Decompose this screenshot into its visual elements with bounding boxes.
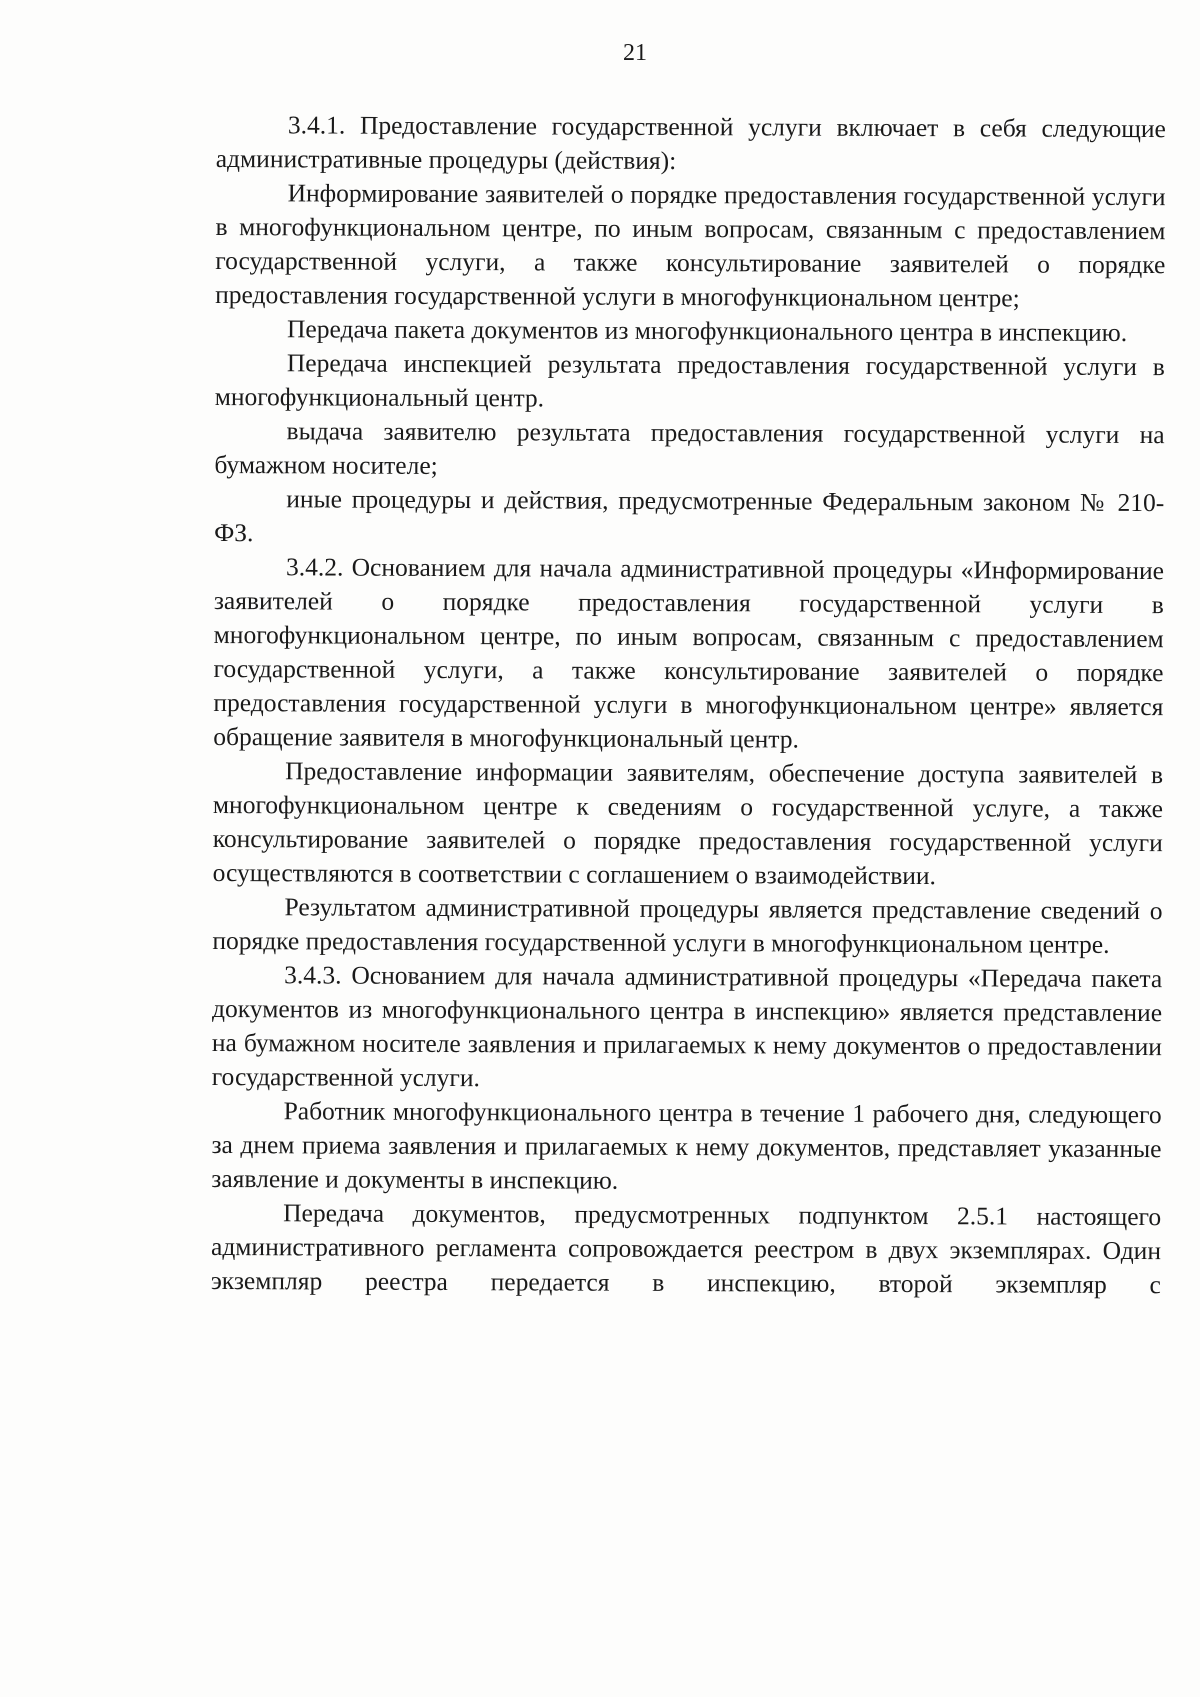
page-number: 21 (623, 40, 647, 66)
paragraph-3-4-1: 3.4.1. Предоставление государственной услуги включает в себя следующие административные процедуры (действия): (215, 110, 1166, 176)
paragraph-issuance: выдача заявителю результата предоставления государственной услуги на бумажном носителе; (214, 416, 1165, 480)
paragraph-transfer-package: Передача пакета документов из многофункционального центра в инспекцию. (286, 314, 1128, 347)
paragraph-information-provision: Предоставление информации заявителям, обеспечение доступа заявителей в многофункциональном центре к сведениям о государственной услуге, а также консультирование заявителей о порядке предоставления государственной услуги осуществляются в соответствии с соглашением о взаимодействии. (212, 756, 1164, 891)
paragraph-transfer-result: Передача инспекцией результата предоставления государственной услуги в многофункциональный центр. (214, 348, 1165, 413)
paragraph-3-4-3: 3.4.3. Основанием для начала административной процедуры «Передача пакета документов из многофункционального центра в инспекцию» является представление на бумажном носителе заявления и прилагаемых к нему документов о предоставлении государственной услуги. (211, 960, 1163, 1093)
document-body (211, 108, 1166, 1302)
paragraph-worker-deadline: Работник многофункционального центра в течение 1 рабочего дня, следующего за днем приема заявления и прилагаемых к нему документов, представляет указанные заявление и документы в инспекцию. (211, 1096, 1162, 1195)
paragraph-other-procedures: иные процедуры и действия, предусмотренные Федеральным законом № 210-ФЗ. (214, 484, 1165, 548)
paragraph-3-4-2: 3.4.2. Основанием для начала административной процедуры «Информирование заявителей о порядке предоставления государственной услуги в многофункциональном центре, по иным вопросам, связанным с предоставлением государственной услуги, а также консультирование заявителей о порядке предоставления государственной услуги в многофункциональном центре» является обращение заявителя в многофункциональный центр. (213, 552, 1165, 754)
paragraph-registry: Передача документов, предусмотренных подпунктом 2.5.1 настоящего административного регламента сопровождается реестром в двух экземплярах. Один экземпляр реестра передается в инспекцию, второй экземпляр с (210, 1198, 1162, 1300)
paragraph-informing: Информирование заявителей о порядке предоставления государственной услуги в многофункциональном центре, по иным вопросам, связанным с предоставлением государственной услуги, а также консультирование заявителей о порядке предоставления государственной услуги в многофункциональном центре; (215, 178, 1166, 313)
paragraph-procedure-result: Результатом административной процедуры является представление сведений о порядке предоставления государственной услуги в многофункциональном центре. (212, 892, 1163, 959)
